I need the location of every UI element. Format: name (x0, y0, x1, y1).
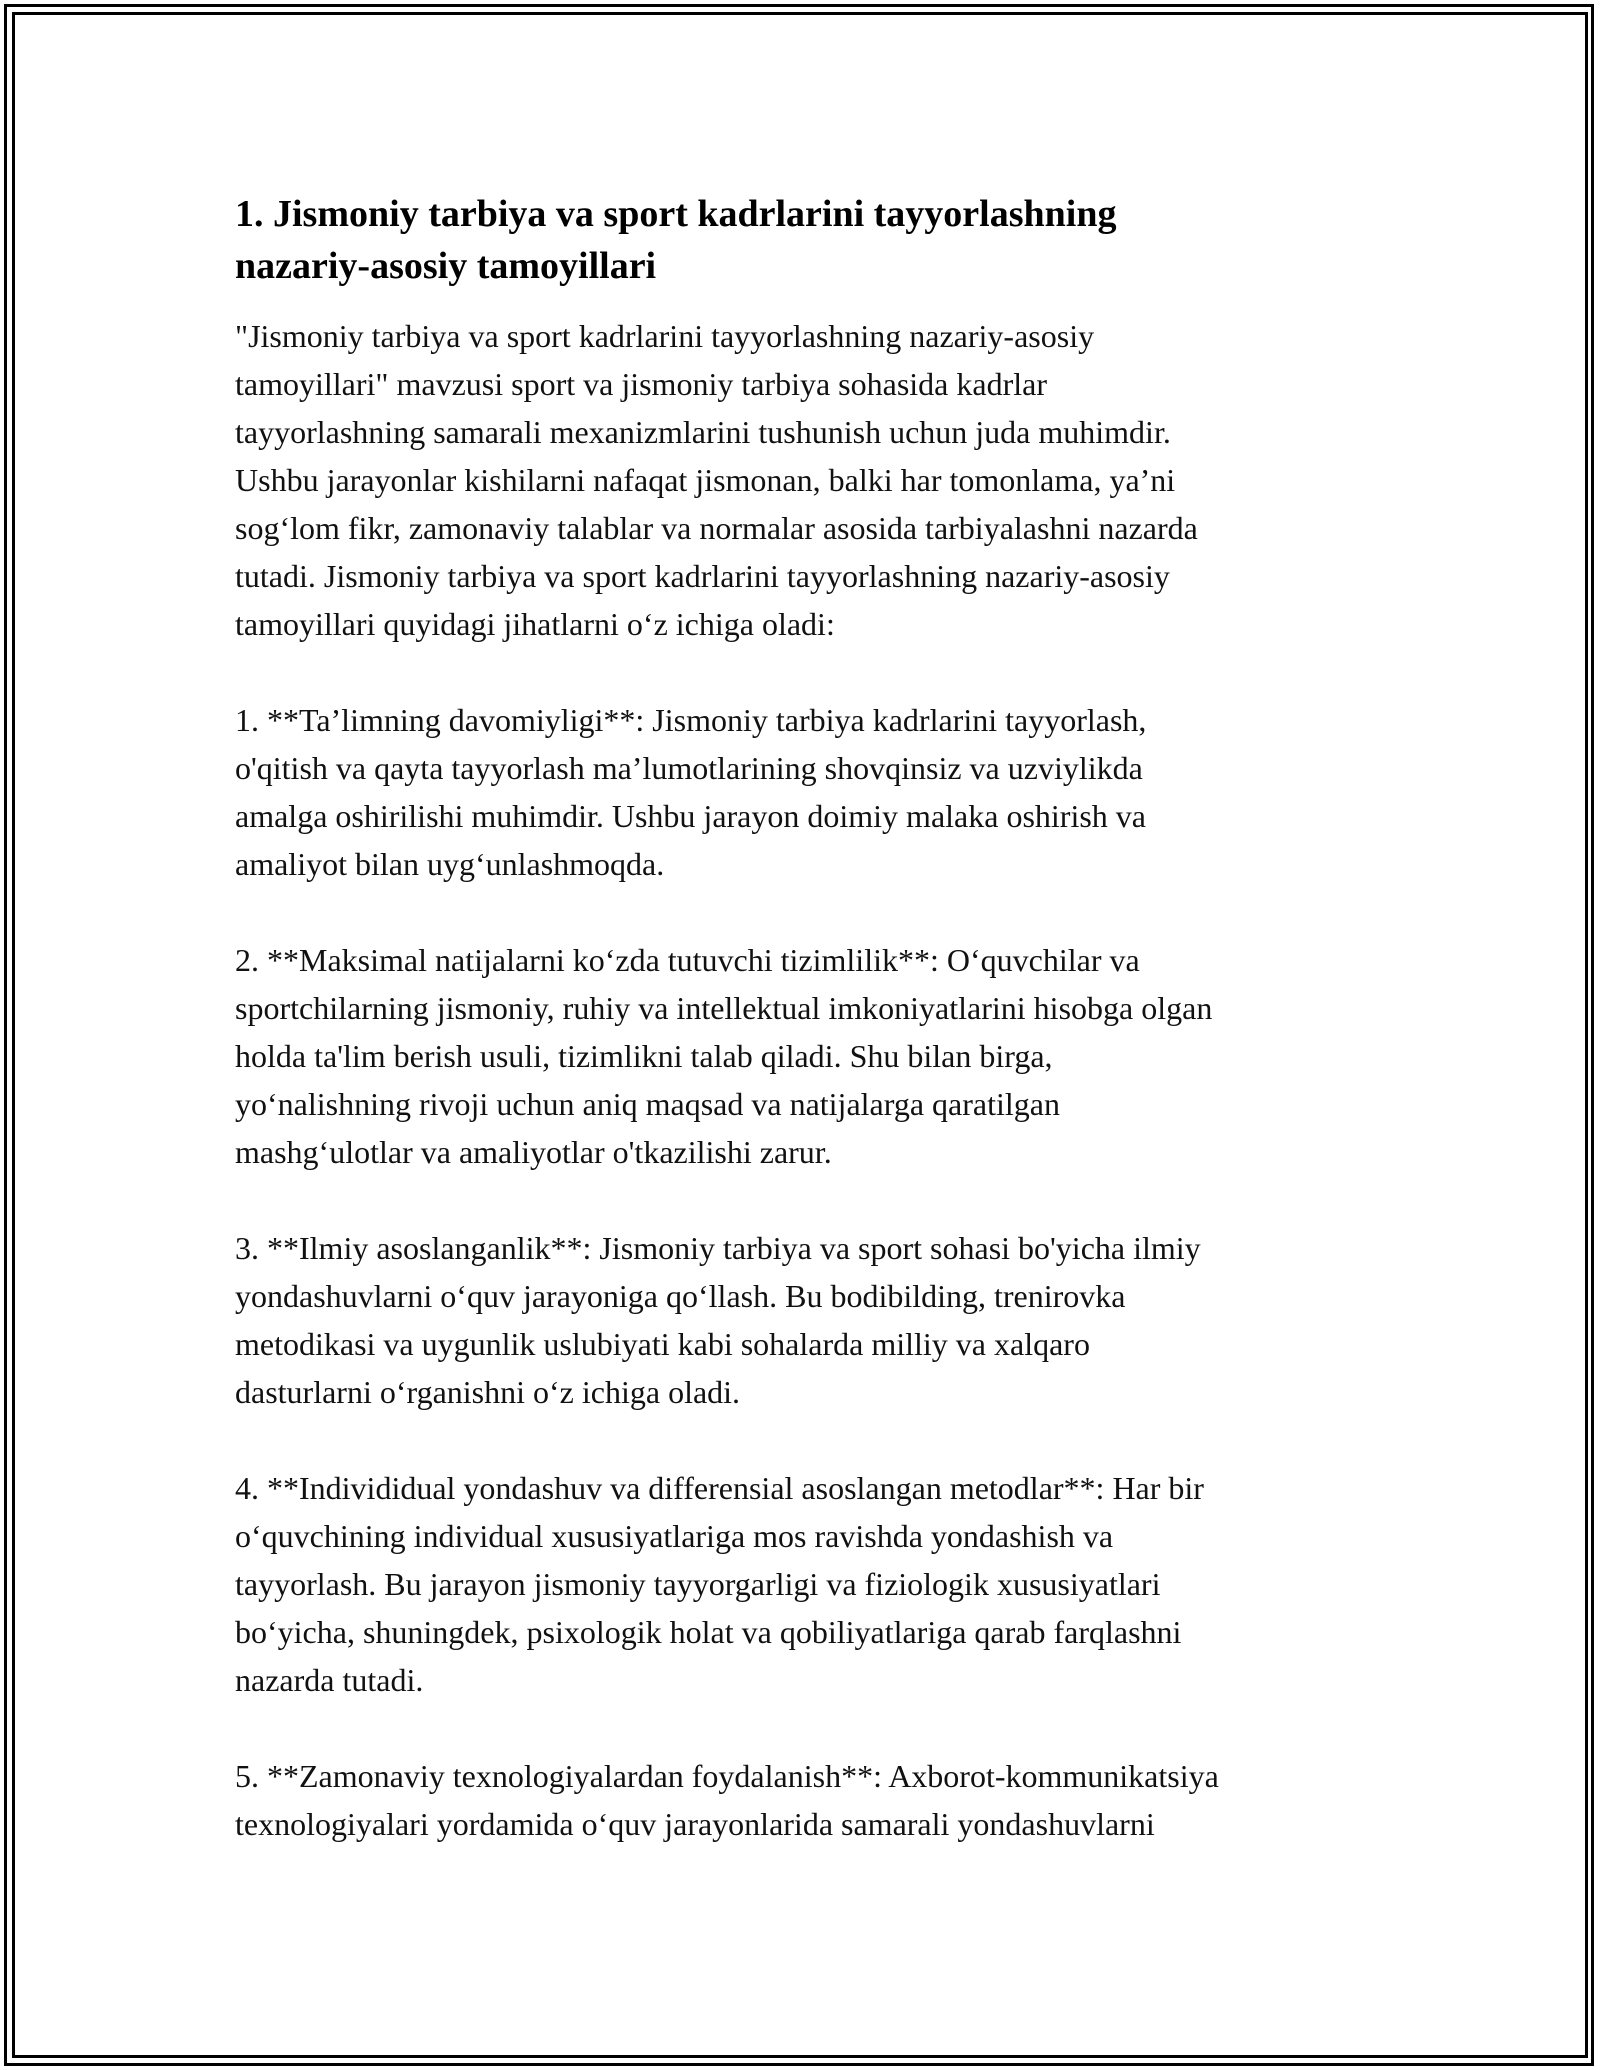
list-item-5: 5. **Zamonaviy texnologiyalardan foydalanish**: Axborot-kommunikatsiya texnologiyalari yordamida o‘quv jarayonlarida samarali yondashuvlarni (235, 1758, 1219, 1842)
list-item-2: 2. **Maksimal natijalarni ko‘zda tutuvchi tizimlilik**: O‘quvchilar va sportchilarning jismoniy, ruhiy va intellektual imkoniyatlarini hisobga olgan holda ta'lim berish usuli, tizimlikni talab qiladi. Shu bilan birga, yo‘nalishning rivoji uchun aniq maqsad va natijalarga qaratilgan mashg‘ulotlar va amaliyotlar o'tkazilishi zarur. (235, 942, 1213, 1170)
list-item-1: 1. **Ta’limning davomiyligi**: Jismoniy tarbiya kadrlarini tayyorlash, o'qitish va qayta tayyorlash ma’lumotlarining shovqinsiz va uzviylikda amalga oshirilishi muhimdir. Ushbu jarayon doimiy malaka oshirish va amaliyot bilan uyg‘unlashmoqda. (235, 702, 1147, 882)
list-item-4: 4. **Individidual yondashuv va differensial asoslangan metodlar**: Har bir o‘quvchining individual xususiyatlariga mos ravishda yondashish va tayyorlash. Bu jarayon jismoniy tayyorgarligi va fiziologik xususiyatlari bo‘yicha, shuningdek, psixologik holat va qobiliyatlariga qarab farqlashni nazarda tutadi. (235, 1470, 1204, 1698)
intro-paragraph: "Jismoniy tarbiya va sport kadrlarini tayyorlashning nazariy-asosiy tamoyillari" mavzusi sport va jismoniy tarbiya sohasida kadrlar tayyorlashning samarali mexanizmlarini tushunish uchun juda muhimdir. Ushbu jarayonlar kishilarni nafaqat jismonan, balki har tomonlama, ya’ni sog‘lom fikr, zamonaviy talablar va normalar asosida tarbiyalashni nazarda tutadi. Jismoniy tarbiya va sport kadrlarini tayyorlashning nazariy-asosiy tamoyillari quyidagi jihatlarni o‘z ichiga oladi: (235, 318, 1198, 642)
section-heading: 1. Jismoniy tarbiya va sport kadrlarini tayyorlashning nazariy-asosiy tamoyillari (235, 193, 1117, 287)
document-body (235, 188, 1375, 1848)
list-item-3: 3. **Ilmiy asoslanganlik**: Jismoniy tarbiya va sport sohasi bo'yicha ilmiy yondashuvlarni o‘quv jarayoniga qo‘llash. Bu bodibilding, trenirovka metodikasi va uygunlik uslubiyati kabi sohalarda milliy va xalqaro dasturlarni o‘rganishni o‘z ichiga oladi. (235, 1230, 1201, 1410)
